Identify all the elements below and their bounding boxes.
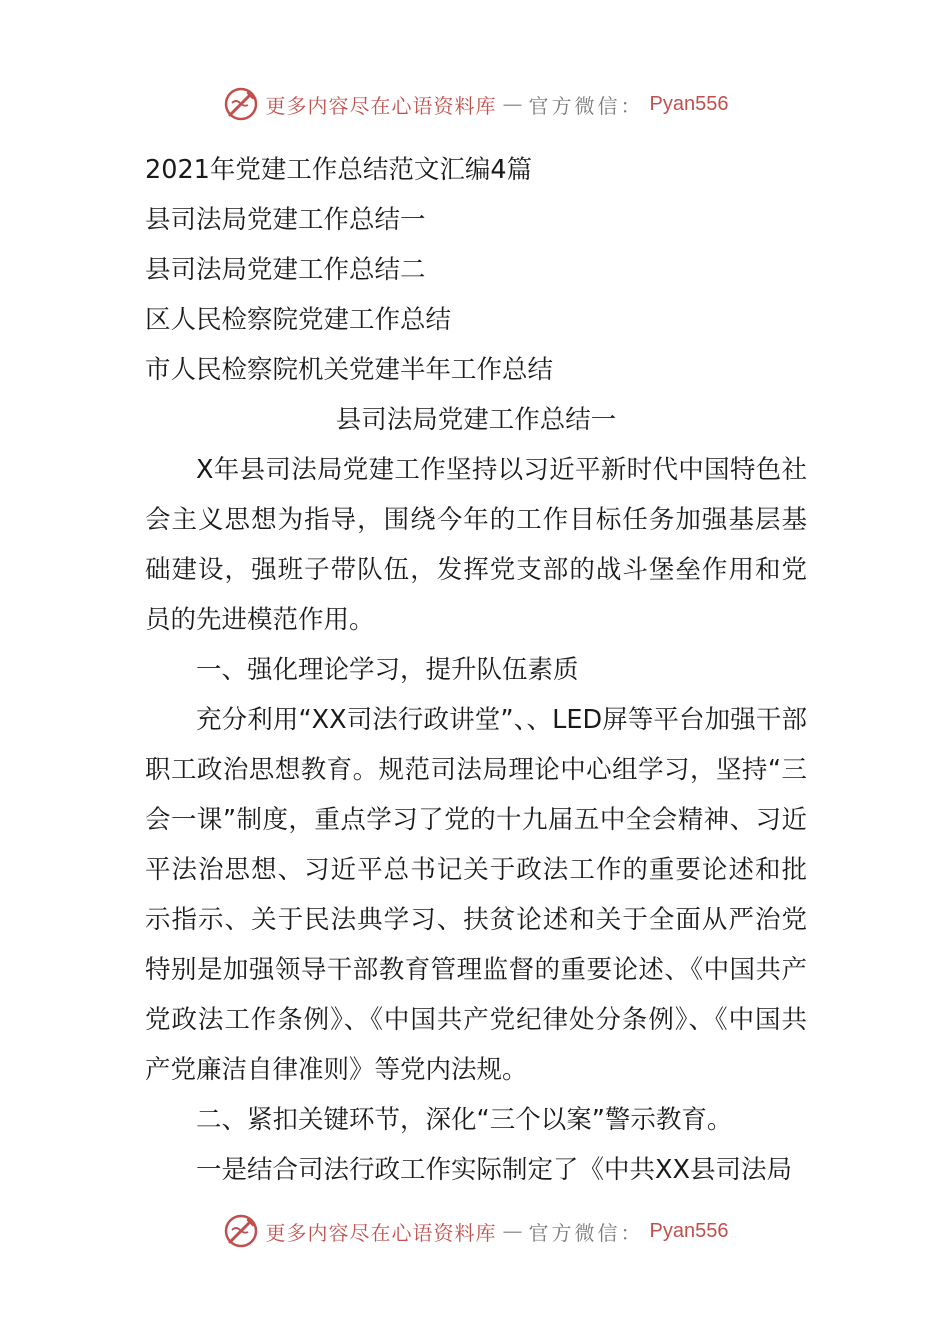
watermark-brand: 更多内容尽在心语资料库	[265, 1220, 497, 1245]
section-heading: 一、强化理论学习，提升队伍素质	[196, 655, 579, 685]
pen-logo-icon	[222, 1212, 260, 1250]
watermark-label: 官方微信：	[528, 93, 644, 118]
pen-logo-icon	[222, 85, 260, 123]
toc-item: 县司法局党建工作总结一	[145, 205, 426, 235]
section-paragraph: 一是结合司法行政工作实际制定了《中共XX县司法局	[196, 1155, 792, 1185]
article-heading: 县司法局党建工作总结一	[335, 405, 617, 435]
watermark-wechat-id: Pyan556	[649, 92, 729, 115]
watermark-brand: 更多内容尽在心语资料库	[265, 93, 497, 118]
toc-item: 县司法局党建工作总结二	[145, 255, 426, 285]
footer-watermark	[0, 1211, 950, 1251]
watermark-dash: —	[502, 92, 523, 116]
section-heading: 二、紧扣关键环节，深化“三个以案”警示教育。	[196, 1105, 733, 1135]
watermark-label: 官方微信：	[528, 1220, 644, 1245]
watermark-wechat-id: Pyan556	[649, 1219, 729, 1242]
document-body	[145, 145, 807, 1195]
watermark-dash: —	[502, 1219, 523, 1243]
intro-paragraph: X年县司法局党建工作坚持以习近平新时代中国特色社会主义思想为指导，围绕今年的工作目标任务加强基层基础建设，强班子带队伍，发挥党支部的战斗堡垒作用和党员的先进模范作用。	[145, 455, 807, 635]
toc-item: 市人民检察院机关党建半年工作总结	[145, 355, 554, 385]
section-paragraph: 充分利用“XX司法行政讲堂”、、LED屏等平台加强干部职工政治思想教育。规范司法局理论中心组学习，坚持“三会一课”制度，重点学习了党的十九届五中全会精神、习近平法治思想、习近平总书记关于政法工作的重要论述和批示指示、关于民法典学习、扶贫论述和关于全面从严治党特别是加强领导干部教育管理监督的重要论述、《中国共产党政法工作条例》、《中国共产党纪律处分条例》、《中国共产党廉洁自律准则》等党内法规。	[145, 705, 807, 1085]
toc-title: 2021年党建工作总结范文汇编4篇	[145, 155, 533, 185]
header-watermark	[0, 84, 950, 124]
toc-item: 区人民检察院党建工作总结	[145, 305, 452, 335]
